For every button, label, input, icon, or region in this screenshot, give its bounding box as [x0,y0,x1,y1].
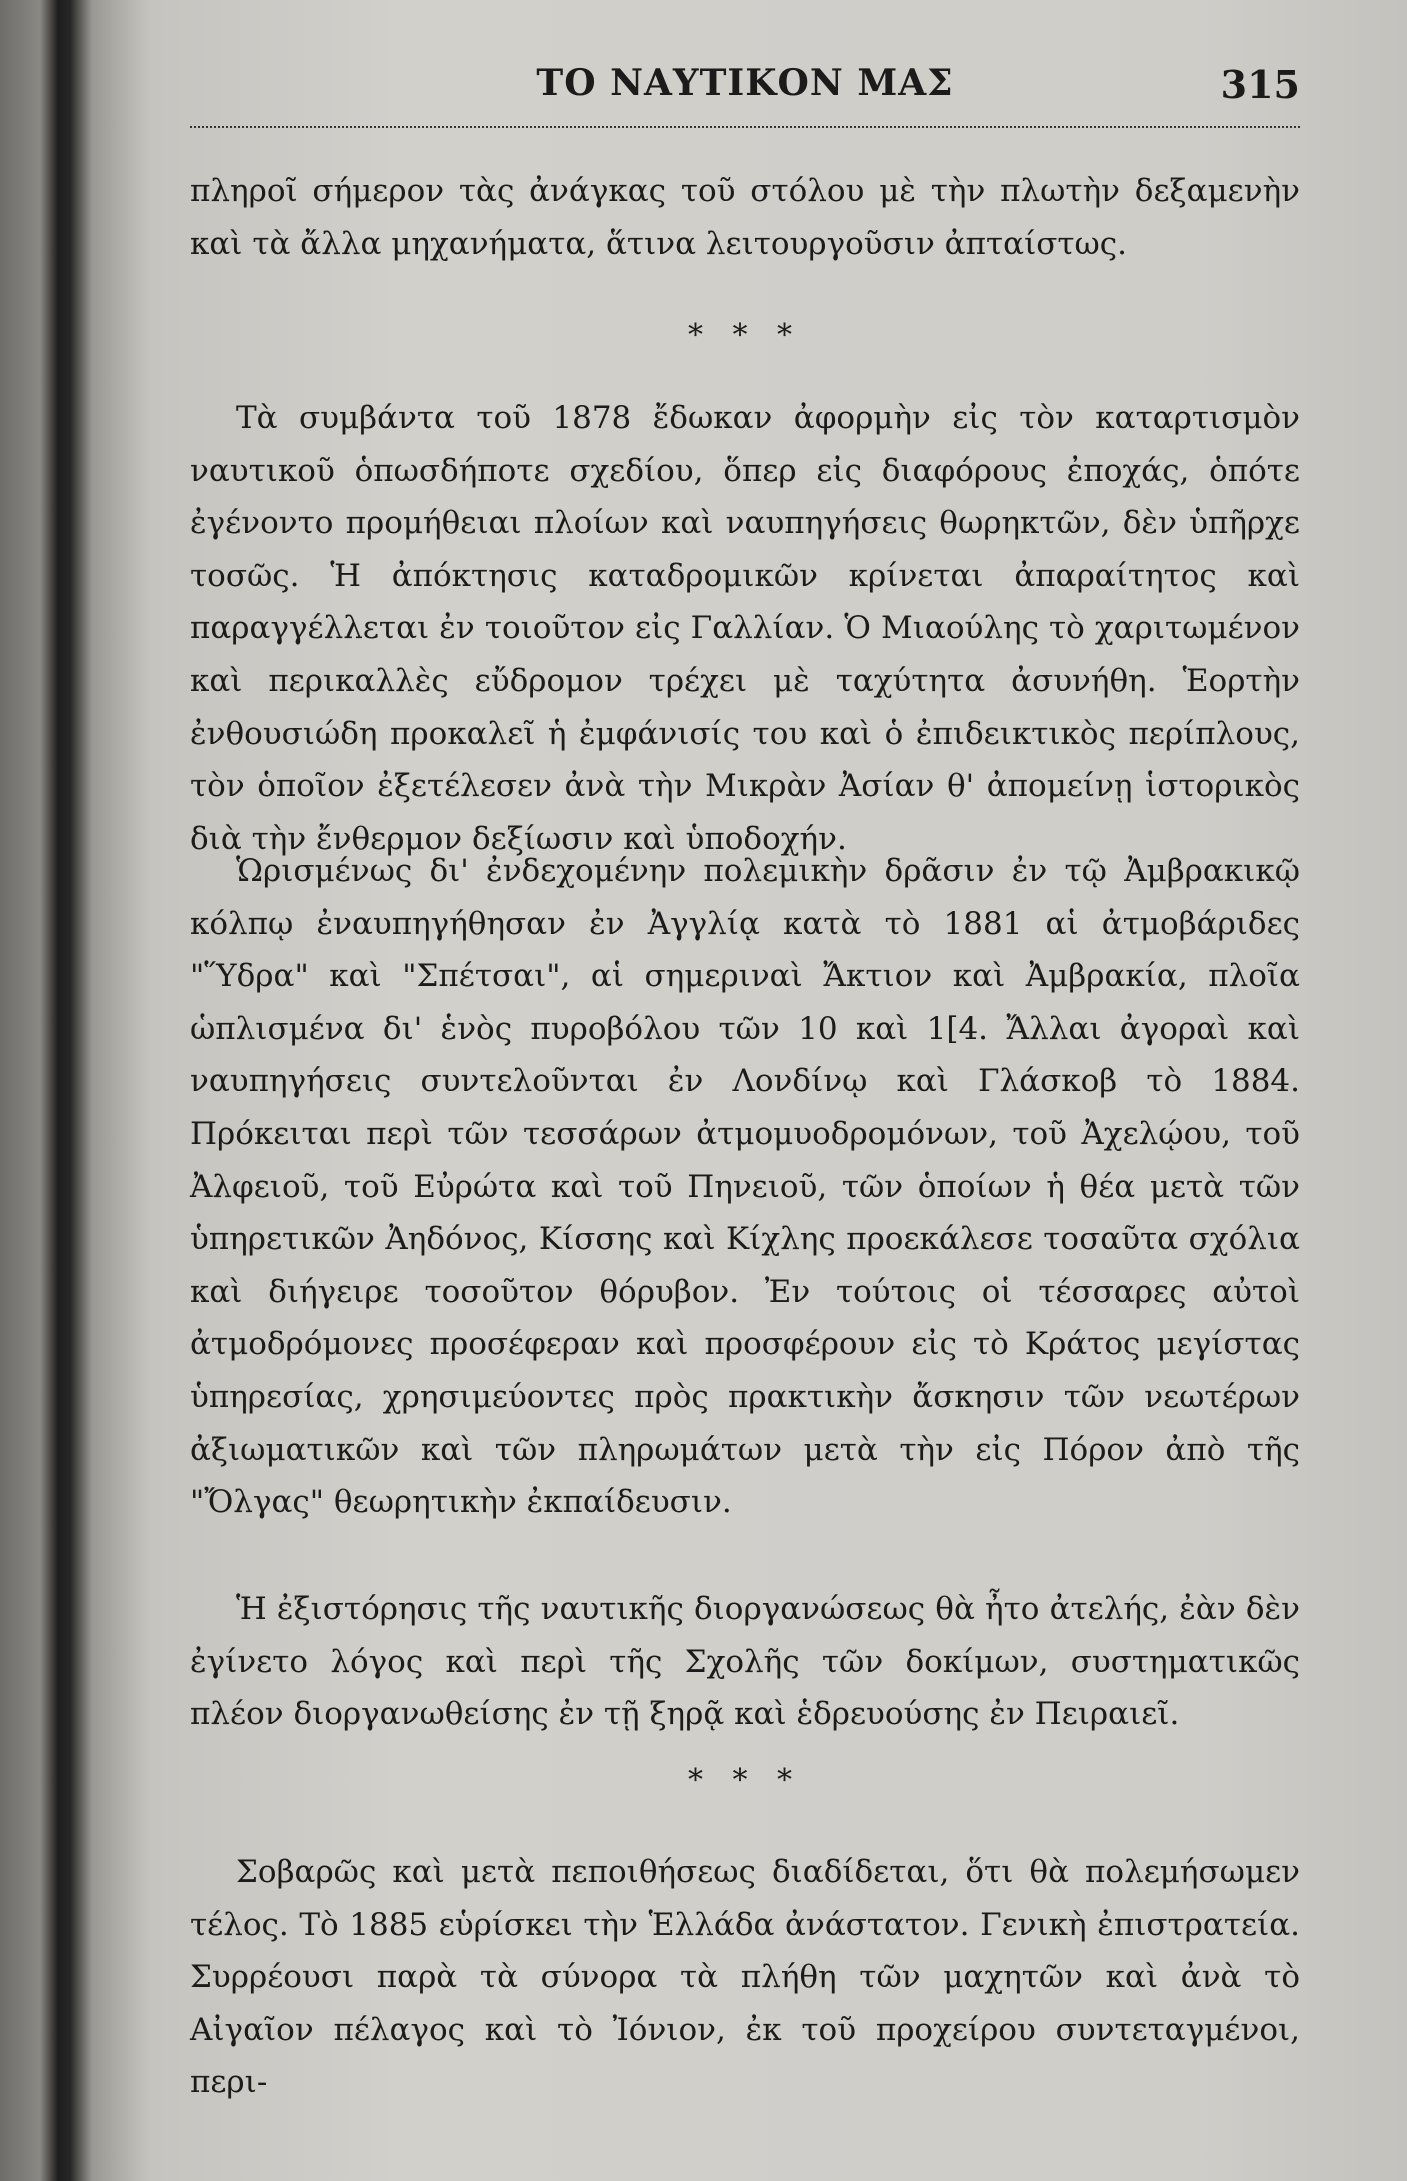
paragraph-gunboats: Ὡρισμένως δι' ἐνδεχομένην πολεμικὴν δρᾶσιν ἐν τῷ Ἀμβρακικῷ κόλπῳ ἐναυπηγήθησαν ἐν Ἀγγλίᾳ κατὰ τὸ 1881 αἱ ἀτμοβάριδες "Ὕδρα" καὶ "Σπέτσαι", αἱ σημεριναὶ Ἄκτιον καὶ Ἀμβρακία, πλοῖα ὡπλισμένα δι' ἑνὸς πυροβόλου τῶν 10 καὶ 1[4. Ἄλλαι ἀγοραὶ καὶ ναυπηγήσεις συντελοῦνται ἐν Λονδίνῳ καὶ Γλάσκοβ τὸ 1884. Πρόκειται περὶ τῶν τεσσάρων ἀτμομυοδρομόνων, τοῦ Ἀχελῴου, τοῦ Ἀλφειοῦ, τοῦ Εὐρώτα καὶ τοῦ Πηνειοῦ, τῶν ὁποίων ἡ θέα μετὰ τῶν ὑπηρετικῶν Ἀηδόνος, Κίσσης καὶ Κίχλης προεκάλεσε τοσαῦτα σχόλια καὶ διήγειρε τοσοῦτον θόρυβον. Ἐν τούτοις οἱ τέσσαρες αὐτοὶ ἀτμοδρόμονες προσέφεραν καὶ προσφέρουν εἰς τὸ Κράτος μεγίστας ὑπηρεσίας, χρησιμεύοντες πρὸς πρακτικὴν ἄσκησιν τῶν νεωτέρων ἀξιωματικῶν καὶ τῶν πληρωμάτων μετὰ τὴν εἰς Πόρον ἀπὸ τῆς "Ὄλγας" θεωρητικὴν ἐκπαίδευσιν. [190,853,1300,1521]
paragraph-1885-mobilization: Σοβαρῶς καὶ μετὰ πεποιθήσεως διαδίδεται, ὅτι θὰ πολεμήσωμεν τέλος. Τὸ 1885 εὑρίσκει τὴν Ἑλλάδα ἀνάστατον. Γενικὴ ἐπιστρατεία. Συρρέουσι παρὰ τὰ σύνορα τὰ πλήθη τῶν μαχητῶν καὶ ἀνὰ τὸ Αἰγαῖον πέλαγος καὶ τὸ Ἰόνιον, ἐκ τοῦ προχείρου συντεταγμένοι, περι- [190,1854,1300,2101]
section-asterism: * * * [687,318,803,353]
paragraph-continuation: πληροῖ σήμερον τὰς ἀνάγκας τοῦ στόλου μὲ τὴν πλωτὴν δεξαμενὴν καὶ τὰ ἄλλα μηχανήματα, ἅτινα λειτουργοῦσιν ἀπταίστως. [190,173,1300,262]
page-content [190,0,1300,2181]
paragraph-1878-events: Τὰ συμβάντα τοῦ 1878 ἔδωκαν ἀφορμὴν εἰς τὸν καταρτισμὸν ναυτικοῦ ὁπωσδήποτε σχεδίου, ὅπερ εἰς διαφόρους ἐποχάς, ὁπότε ἐγένοντο προμήθειαι πλοίων καὶ ναυπηγήσεις θωρηκτῶν, δὲν ὑπῆρχε τοσῶς. Ἡ ἀπόκτησις καταδρομικῶν κρίνεται ἀπαραίτητος καὶ παραγγέλλεται ἐν τοιοῦτον εἰς Γαλλίαν. Ὁ Μιαούλης τὸ χαριτωμένον καὶ περικαλλὲς εὔδρομον τρέχει μὲ ταχύτητα ἀσυνήθη. Ἑορτὴν ἐνθουσιώδη προκαλεῖ ἡ ἐμφάνισίς του καὶ ὁ ἐπιδεικτικὸς περίπλους, τὸν ὁποῖον ἐξετέλεσεν ἀνὰ τὴν Μικρὰν Ἀσίαν θ' ἀπομείνῃ ἱστορικὸς διὰ τὴν ἔνθερμον δεξίωσιν καὶ ὑποδοχήν. [190,400,1300,857]
page-number: 315 [1220,62,1300,107]
running-title: ΤΟ ΝΑΥΤΙΚΟΝ ΜΑΣ [536,62,954,104]
section-asterism-2: * * * [687,1763,803,1798]
page-header [190,62,1300,132]
header-rule [190,126,1300,128]
paragraph-naval-school: Ἡ ἐξιστόρησις τῆς ναυτικῆς διοργανώσεως θὰ ἦτο ἀτελής, ἐὰν δὲν ἐγίνετο λόγος καὶ περὶ τῆς Σχολῆς τῶν δοκίμων, συστηματικῶς πλέον διοργανωθείσης ἐν τῇ ξηρᾷ καὶ ἑδρευούσης ἐν Πειραιεῖ. [190,1591,1300,1733]
